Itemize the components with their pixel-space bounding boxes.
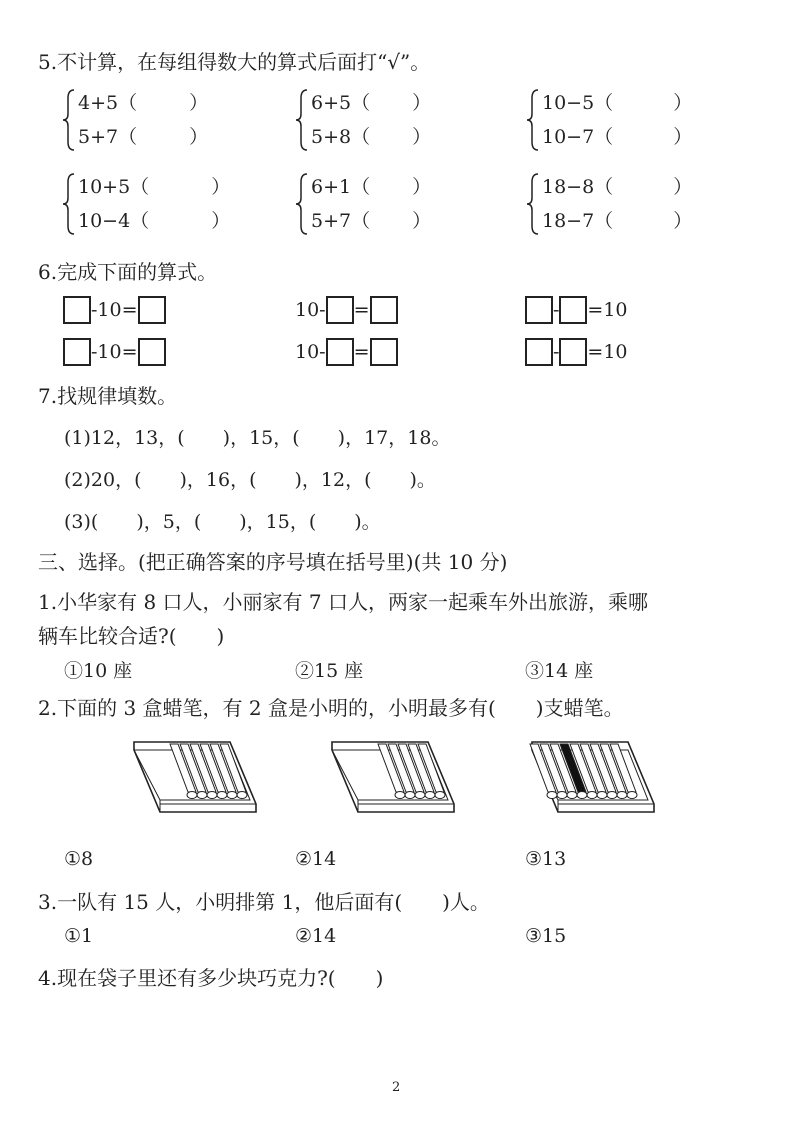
equation-2 bbox=[295, 296, 398, 324]
answer-box[interactable] bbox=[559, 296, 587, 324]
expression-b: 18−7（ ） bbox=[542, 210, 693, 232]
equation-text: = bbox=[353, 299, 370, 321]
page-number: 2 bbox=[392, 1080, 401, 1095]
expression-b: 10−4（ ） bbox=[78, 210, 231, 232]
equation-5 bbox=[295, 338, 398, 366]
equation-text: - bbox=[553, 299, 560, 321]
choice-q1-line1: 1.小华家有 8 口人，小丽家有 7 口人，两家一起乘车外出旅游，乘哪 bbox=[38, 590, 648, 614]
brace-icon bbox=[526, 88, 540, 152]
expression-a: 6+5（ ） bbox=[311, 92, 432, 114]
crayon-box-icon bbox=[328, 738, 458, 818]
answer-box[interactable] bbox=[525, 296, 553, 324]
equation-text: = bbox=[353, 341, 370, 363]
expression-a: 10−5（ ） bbox=[542, 92, 693, 114]
brace-icon bbox=[62, 172, 76, 236]
answer-box[interactable] bbox=[559, 338, 587, 366]
expression-a: 18−8（ ） bbox=[542, 176, 693, 198]
brace-icon bbox=[62, 88, 76, 152]
option-2: ②14 bbox=[295, 848, 337, 870]
brace-icon bbox=[295, 88, 309, 152]
equation-text: =10 bbox=[587, 299, 628, 321]
option-3: ③14 座 bbox=[525, 660, 594, 682]
answer-box[interactable] bbox=[63, 338, 91, 366]
equation-text: =10 bbox=[587, 341, 628, 363]
expression-b: 5+7（ ） bbox=[311, 210, 432, 232]
answer-box[interactable] bbox=[525, 338, 553, 366]
answer-box[interactable] bbox=[370, 296, 398, 324]
expression-b: 5+8（ ） bbox=[311, 126, 432, 148]
option-1: ①10 座 bbox=[64, 660, 133, 682]
answer-box[interactable] bbox=[138, 296, 166, 324]
option-1: ①8 bbox=[64, 848, 94, 870]
expression-a: 6+1（ ） bbox=[311, 176, 432, 198]
pattern-line-3: (3)( )，5，( )，15，( )。 bbox=[64, 511, 381, 533]
answer-box[interactable] bbox=[370, 338, 398, 366]
answer-box[interactable] bbox=[326, 296, 354, 324]
crayon-box-icon bbox=[130, 738, 260, 818]
equation-text: -10= bbox=[91, 299, 138, 321]
equation-text: - bbox=[553, 341, 560, 363]
crayon-box-image bbox=[130, 738, 260, 822]
choice-q3-text: 3.一队有 15 人，小明排第 1，他后面有( )人。 bbox=[38, 890, 490, 914]
option-3: ③15 bbox=[525, 925, 567, 947]
equation-3 bbox=[525, 296, 628, 324]
option-2: ②15 座 bbox=[295, 660, 364, 682]
choice-q4-text: 4.现在袋子里还有多少块巧克力?( ) bbox=[38, 966, 384, 990]
equation-6 bbox=[525, 338, 628, 366]
equation-text: -10= bbox=[91, 341, 138, 363]
crayon-box-image bbox=[528, 738, 658, 822]
q7-title: 7.找规律填数。 bbox=[38, 384, 178, 408]
choice-q2-text: 2.下面的 3 盒蜡笔，有 2 盒是小明的，小明最多有( )支蜡笔。 bbox=[38, 696, 624, 720]
crayon-box-icon bbox=[528, 738, 658, 818]
q5-title: 5.不计算，在每组得数大的算式后面打“√”。 bbox=[38, 50, 431, 74]
brace-icon bbox=[526, 172, 540, 236]
equation-1 bbox=[63, 296, 166, 324]
expression-a: 4+5（ ） bbox=[78, 92, 209, 114]
expression-a: 10+5（ ） bbox=[78, 176, 231, 198]
pattern-line-2: (2)20，( )，16，( )，12，( )。 bbox=[64, 469, 436, 491]
equation-text: 10- bbox=[295, 341, 326, 363]
expression-b: 10−7（ ） bbox=[542, 126, 693, 148]
option-1: ①1 bbox=[64, 925, 94, 947]
answer-box[interactable] bbox=[326, 338, 354, 366]
equation-text: 10- bbox=[295, 299, 326, 321]
pattern-line-1: (1)12，13，( )，15，( )，17，18。 bbox=[64, 427, 451, 449]
choice-q1-line2: 辆车比较合适?( ) bbox=[38, 624, 225, 648]
section-3-title: 三、选择。(把正确答案的序号填在括号里)(共 10 分) bbox=[38, 550, 508, 574]
answer-box[interactable] bbox=[138, 338, 166, 366]
expression-b: 5+7（ ） bbox=[78, 126, 209, 148]
equation-4 bbox=[63, 338, 166, 366]
option-2: ②14 bbox=[295, 925, 337, 947]
crayon-box-image bbox=[328, 738, 458, 822]
brace-icon bbox=[295, 172, 309, 236]
q6-title: 6.完成下面的算式。 bbox=[38, 260, 218, 284]
option-3: ③13 bbox=[525, 848, 567, 870]
answer-box[interactable] bbox=[63, 296, 91, 324]
